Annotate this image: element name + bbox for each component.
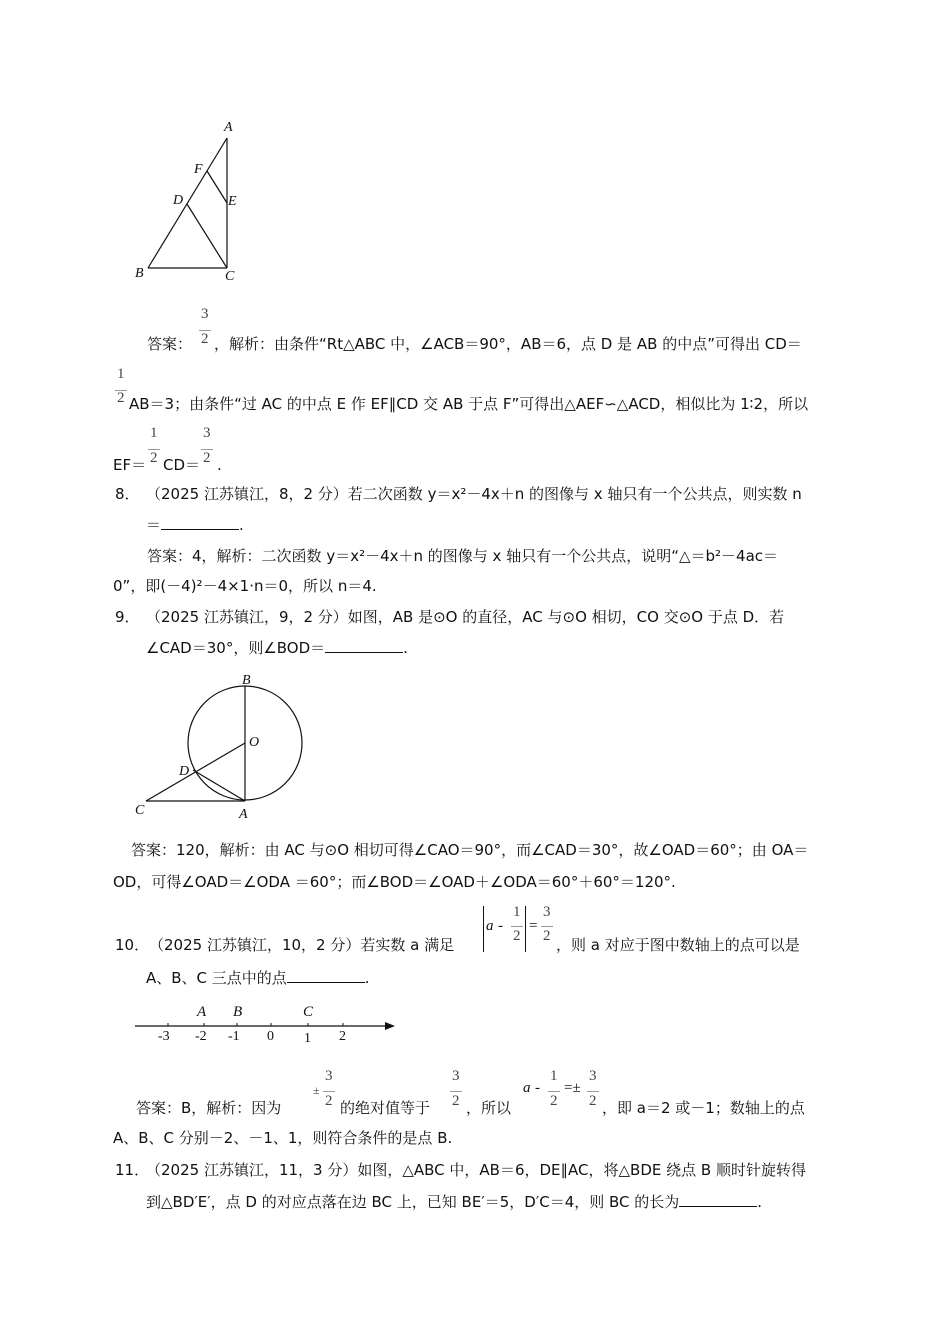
answer-10-end: ，即 a＝2 或－1；数轴上的点 [602,1099,805,1117]
frac-num: 1 [117,366,125,382]
frac-den: 2 [550,1093,558,1109]
frac-den: 2 [589,1093,597,1109]
segment-fe [207,171,227,203]
frac-den: 2 [513,928,521,944]
label-e: E [228,194,237,209]
label-b: B [135,266,144,281]
frac-bar [511,926,523,927]
frac-num: 1 [150,425,158,441]
frac-den: 2 [201,331,209,347]
answer-8-line2: 0”，即(－4)²－4×1·n＝0，所以 n＝4. [113,577,377,595]
number-line [130,1015,400,1045]
frac-den: 2 [543,928,551,944]
frac-den: 2 [203,450,211,466]
point-a-label: A [197,1004,207,1020]
frac-num: 3 [452,1068,460,1084]
eq-a: a [523,1080,531,1096]
abs-bar-right [525,906,526,952]
answer-10-line2: A、B、C 分别－2、－1、1，则符合条件的是点 B. [113,1129,453,1147]
frac-bar [548,1091,560,1092]
frac-bar [587,1091,599,1092]
frac-bar [450,1091,462,1092]
text: 到△BD′E′，点 D 的对应点落在边 BC 上，已知 BE′＝5，D′C＝4，则 BC 的长为 [146,1193,680,1211]
question-10-line2 [146,968,370,988]
question-number: 10． [115,936,150,954]
frac-num: 3 [589,1068,597,1084]
label-o: O [249,735,260,750]
answer-prefix: 答案： [147,335,193,353]
frac-num: 1 [550,1068,558,1084]
frac-bar [323,1091,335,1092]
segment-dc [187,204,227,268]
frac-num: 3 [543,904,551,920]
frac-den: 2 [325,1093,333,1109]
frac-num: 3 [203,425,211,441]
label-c: C [135,803,145,818]
frac-num: 3 [201,306,209,322]
label-a: A [239,807,248,822]
tick-label: -2 [195,1029,207,1044]
label-b: B [242,673,251,688]
question-number: 11． [115,1161,150,1179]
tick-label: -3 [158,1029,170,1044]
tick-label: 0 [267,1029,274,1044]
eq-plus-minus: =± [564,1080,581,1096]
text: . [403,639,408,657]
answer-7-line1: ，解析：由条件“Rt△ABC 中，∠ACB＝90°，AB＝6，点 D 是 AB 的中点”可得出 CD＝ [214,335,802,353]
label-a: A [224,120,233,135]
text: . [364,969,370,987]
circle-figure [130,680,320,820]
answer-10-mid1: 的绝对值等于 [340,1099,431,1117]
frac-den: 2 [150,450,158,466]
label-d: D [173,193,184,208]
question-number: 8． [115,485,140,503]
label-c: C [225,269,235,284]
text: ∠CAD＝30°，则∠BOD＝ [146,639,326,657]
tick-label: 1 [304,1031,311,1046]
answer-10-prefix: 答案：B，解析：因为 [136,1099,282,1117]
question-8-text: （2025 江苏镇江，8，2 分）若二次函数 y＝x²－4x＋n 的图像与 x 轴只有一个公共点，则实数 n [146,485,802,503]
answer-blank [679,1192,757,1207]
question-11-line2 [146,1192,762,1212]
answer-7-line3a: EF＝ [113,456,147,474]
answer-blank [161,515,239,530]
answer-blank [325,638,403,653]
label-f: F [194,162,203,177]
answer-7-line3c: . [217,456,222,474]
axis-arrow-icon [385,1022,395,1030]
question-10-text: （2025 江苏镇江，10，2 分）若实数 a 满足 [149,936,455,954]
frac-bar [541,926,553,927]
question-number: 9． [115,608,140,626]
frac-num: 1 [513,904,521,920]
tick-label: -1 [228,1029,240,1044]
point-c-label: C [303,1004,314,1020]
equals: = [529,918,538,934]
frac-den: 2 [117,390,125,406]
abs-a: a [486,918,494,934]
answer-7-line3b: CD＝ [163,456,201,474]
abs-bar-left [483,906,484,952]
answer-blank [287,968,365,983]
frac-num: 3 [325,1068,333,1084]
answer-9-line1: 答案：120，解析：由 AC 与⊙O 相切可得∠CAO＝90°，而∠CAD＝30°，故∠OAD＝60°；由 OA＝ [131,841,809,859]
question-11-text: （2025 江苏镇江，11，3 分）如图，△ABC 中，AB＝6，DE∥AC，将△BDE 绕点 B 顺时针旋转得 [146,1161,806,1179]
point-b-label: B [233,1004,243,1020]
answer-9-line2: OD，可得∠OAD＝∠ODA ＝60°；而∠BOD＝∠OAD＋∠ODA＝60°＋60°＝120°. [113,873,676,891]
question-9-text: （2025 江苏镇江，9，2 分）如图，AB 是⊙O 的直径，AC 与⊙O 相切，CO 交⊙O 于点 D．若 [146,608,785,626]
segment-da [193,770,245,801]
text: A、B、C 三点中的点 [146,969,287,987]
question-9-line2 [146,638,408,658]
question-10-text-end: ，则 a 对应于图中数轴上的点可以是 [556,936,800,954]
label-d: D [179,764,190,779]
plus-minus: ± [313,1083,320,1097]
eq-minus: - [535,1080,540,1096]
text: ＝ [146,516,162,534]
text: . [757,1193,763,1211]
text: . [239,516,244,534]
frac-den: 2 [452,1093,460,1109]
answer-8-line1: 答案：4，解析：二次函数 y＝x²－4x＋n 的图像与 x 轴只有一个公共点，说明“△＝b²－4ac＝ [147,547,779,565]
answer-10-mid2: ，所以 [466,1099,512,1117]
tick-label: 2 [339,1029,346,1044]
abs-minus: - [498,918,503,934]
answer-7-line2: AB＝3；由条件“过 AC 的中点 E 作 EF∥CD 交 AB 于点 F”可得出△AEF∽△ACD，相似比为 1∶2，所以 [129,395,809,413]
question-8-line2 [146,515,244,535]
